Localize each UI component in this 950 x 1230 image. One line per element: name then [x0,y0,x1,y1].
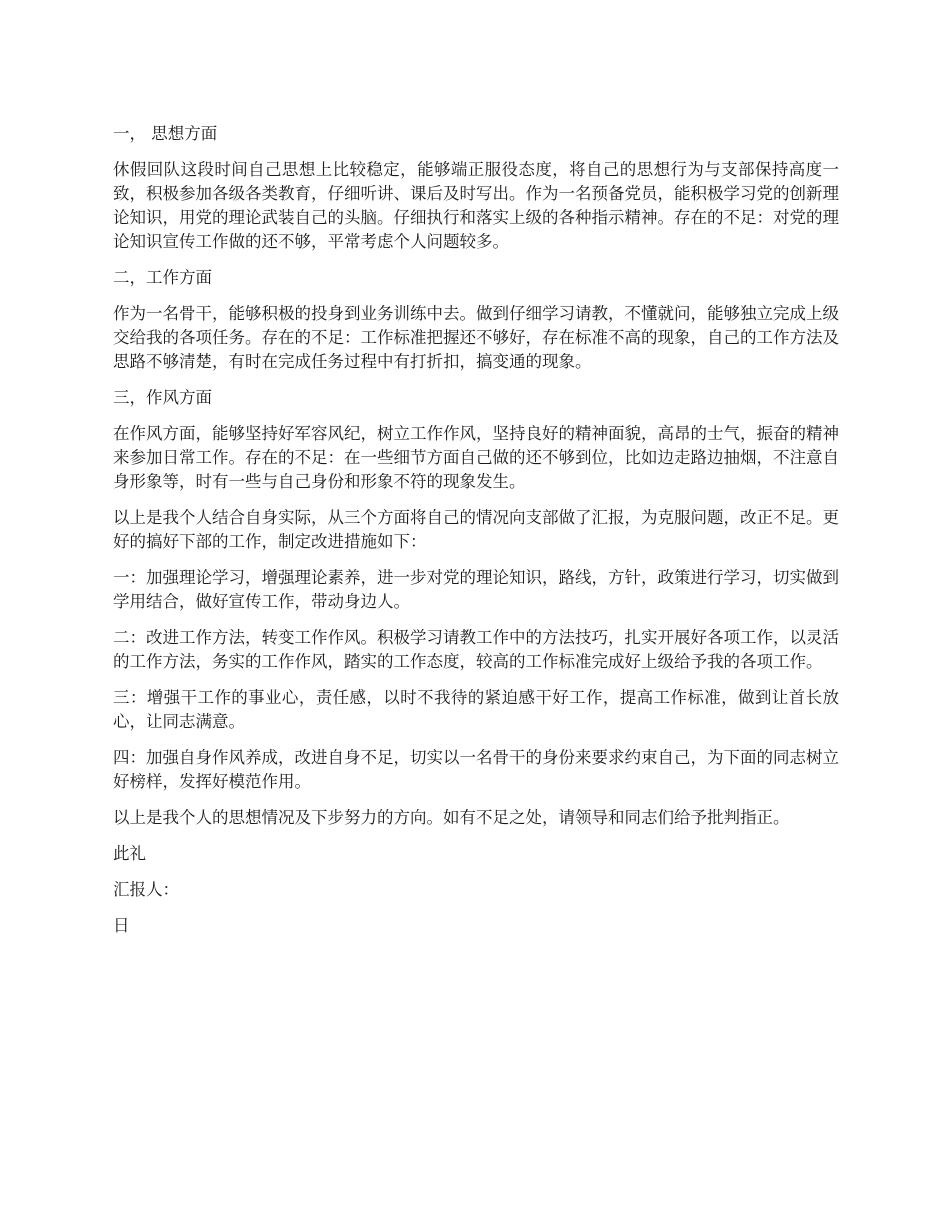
salutation: 此礼 [113,844,146,863]
section-body-thought: 休假回队这段时间自己思想上比较稳定，能够端正服役态度，将自己的思想行为与支部保持高度一致，积极参加各级各类教育，仔细听讲、课后及时写出。作为一名预备党员，能积极学习党的创新理论知识，用党的理论武装自己的头脑。仔细执行和落实上级的各种指示精神。存在的不足：对党的理论知识宣传工作做的还不够，平常考虑个人问题较多。 [113,160,839,251]
document-body [113,122,839,950]
measure-item-1: 一：加强理论学习，增强理论素养，进一步对党的理论知识，路线，方针，政策进行学习，切实做到学用结合，做好宣传工作，带动身边人。 [113,568,839,611]
measure-item-2: 二：改进工作方法，转变工作作风。积极学习请教工作中的方法技巧，扎实开展好各项工作，以灵活的工作方法，务实的工作作风，踏实的工作态度，较高的工作标准完成好上级给予我的各项工作。 [113,628,839,671]
date-label: 日 [113,916,130,935]
conclusion-paragraph: 以上是我个人的思想情况及下步努力的方向。如有不足之处，请领导和同志们给予批判指正。 [113,808,790,827]
section-heading-style: 三，作风方面 [113,388,212,407]
reporter-label: 汇报人： [113,880,179,899]
measure-item-4: 四：加强自身作风养成，改进自身不足，切实以一名骨干的身份来要求约束自己，为下面的同志树立好榜样，发挥好模范作用。 [113,748,839,791]
section-heading-thought: 一， 思想方面 [113,124,218,143]
measure-item-3: 三：增强干工作的事业心，责任感，以时不我待的紧迫感干好工作，提高工作标准，做到让首长放心，让同志满意。 [113,688,839,731]
section-body-work: 作为一名骨干，能够积极的投身到业务训练中去。做到仔细学习请教，不懂就问，能够独立完成上级交给我的各项任务。存在的不足：工作标准把握还不够好，存在标准不高的现象，自己的工作方法及思路不够清楚，有时在完成任务过程中有打折扣，搞变通的现象。 [113,304,839,371]
section-body-style: 在作风方面，能够坚持好军容风纪，树立工作作风，坚持良好的精神面貌，高昂的士气，振奋的精神来参加日常工作。存在的不足：在一些细节方面自己做的还不够到位，比如边走路边抽烟，不注意自身形象等，时有一些与自己身份和形象不符的现象发生。 [113,424,839,491]
section-heading-work: 二，工作方面 [113,268,212,287]
summary-paragraph: 以上是我个人结合自身实际，从三个方面将自己的情况向支部做了汇报，为克服问题，改正不足。更好的搞好下部的工作，制定改进措施如下： [113,508,839,551]
